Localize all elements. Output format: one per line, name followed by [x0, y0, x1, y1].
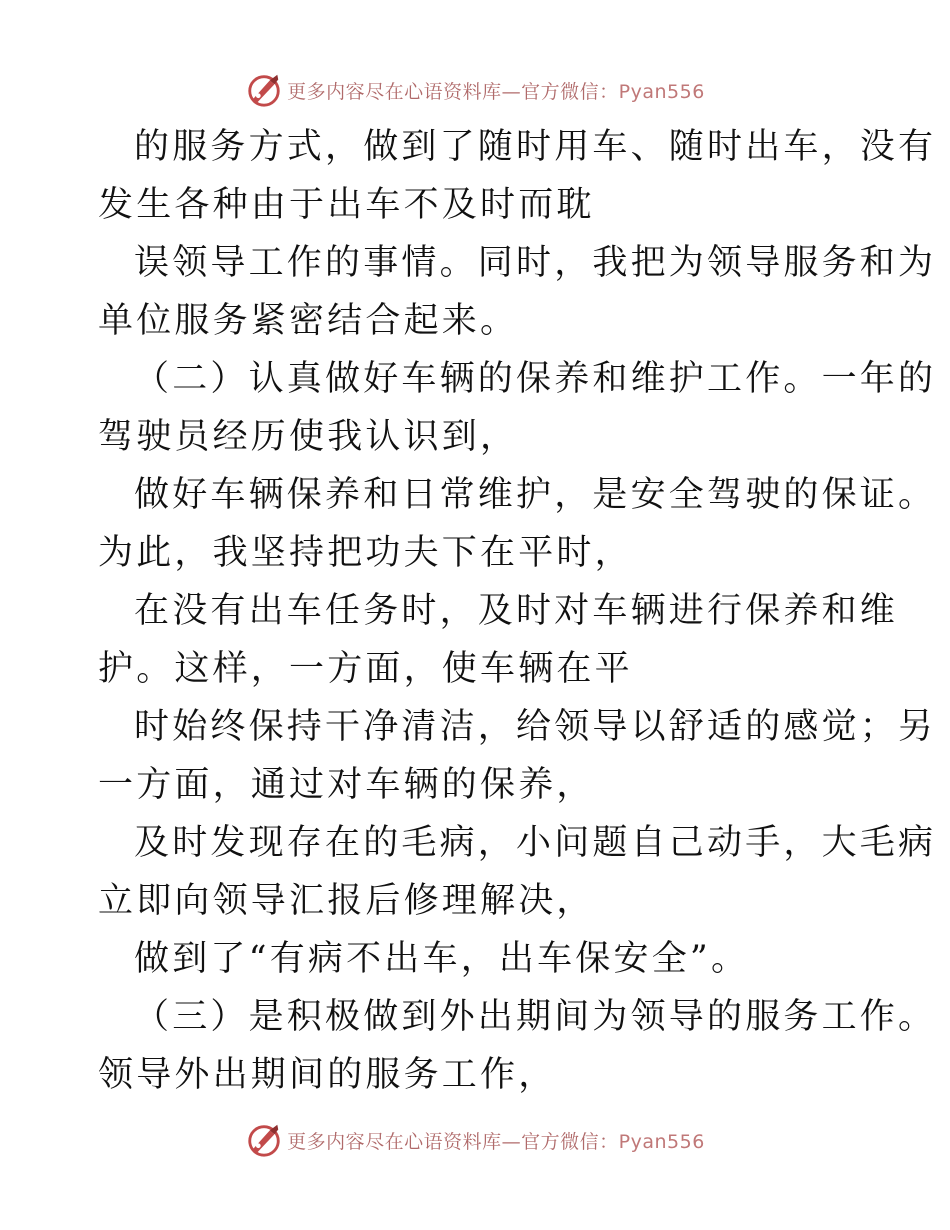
- text-line: 时始终保持干净清洁，给领导以舒适的感觉；另: [134, 707, 937, 747]
- text-line: 驾驶员经历使我认识到，: [98, 417, 519, 457]
- pen-logo-icon: [245, 71, 283, 109]
- text-line: 护。这样，一方面，使车辆在平: [98, 649, 633, 689]
- text-line: 立即向领导汇报后修理解决，: [98, 881, 595, 921]
- text-line: 误领导工作的事情。同时，我把为领导服务和为: [134, 243, 937, 283]
- footer-watermark: [0, 1118, 950, 1162]
- text-line: 的服务方式，做到了随时用车、随时出车，没有: [134, 127, 937, 167]
- footer-watermark-handle: Pyan556: [618, 1130, 705, 1153]
- footer-watermark-text: 更多内容尽在心语资料库—官方微信：: [287, 1130, 619, 1153]
- header-watermark-text: 更多内容尽在心语资料库—官方微信：: [287, 80, 619, 103]
- text-line: 发生各种由于出车不及时而耽: [98, 185, 595, 225]
- text-line: 做到了“有病不出车，出车保安全”。: [134, 939, 750, 979]
- text-line: 一方面，通过对车辆的保养，: [98, 765, 595, 805]
- text-line: 单位服务紧密结合起来。: [98, 301, 519, 341]
- text-line: 为此，我坚持把功夫下在平时，: [98, 533, 633, 573]
- header-watermark: [0, 68, 950, 112]
- document-body: [98, 118, 937, 1104]
- text-line: 领导外出期间的服务工作，: [98, 1055, 557, 1095]
- pen-logo-icon: [245, 1121, 283, 1159]
- text-line: 做好车辆保养和日常维护，是安全驾驶的保证。: [134, 475, 937, 515]
- text-line: （三）是积极做到外出期间为领导的服务工作。: [134, 997, 937, 1037]
- header-watermark-handle: Pyan556: [618, 80, 705, 103]
- text-line: （二）认真做好车辆的保养和维护工作。一年的: [134, 359, 937, 399]
- text-line: 在没有出车任务时，及时对车辆进行保养和维: [134, 591, 899, 631]
- text-line: 及时发现存在的毛病，小问题自己动手，大毛病: [134, 823, 937, 863]
